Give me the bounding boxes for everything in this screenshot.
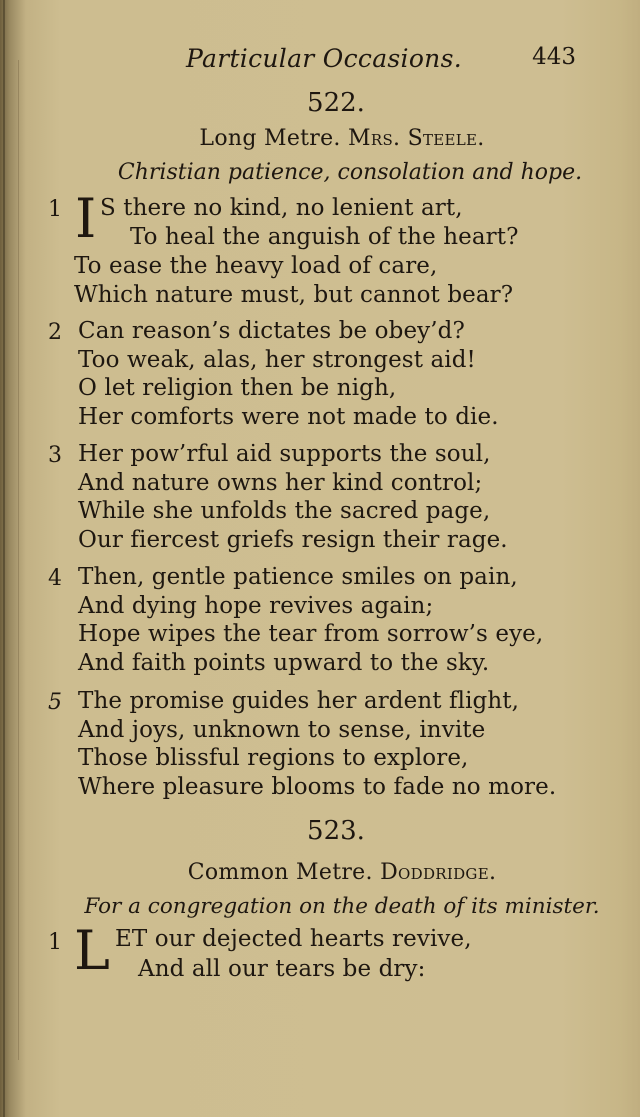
verse-line: And joys, unknown to sense, invite bbox=[78, 717, 486, 743]
verse-line: Hope wipes the tear from sorrow’s eye, bbox=[78, 621, 544, 647]
verse-number: 1 bbox=[48, 930, 62, 955]
verse-number: 5 bbox=[48, 690, 62, 715]
meter: Common Metre. bbox=[187, 860, 373, 885]
author: Mrs. Steele. bbox=[348, 126, 485, 151]
verse-line: Our fiercest griefs resign their rage. bbox=[78, 527, 508, 553]
running-header: Particular Occasions. bbox=[186, 44, 462, 73]
verse-number: 3 bbox=[48, 443, 62, 468]
verse-line: Where pleasure blooms to fade no more. bbox=[78, 774, 557, 800]
drop-cap: L bbox=[74, 919, 110, 982]
hymn-meter-line bbox=[22, 860, 640, 885]
hymn-subject: For a congregation on the death of its minister. bbox=[84, 894, 600, 919]
verse-line: To heal the anguish of the heart? bbox=[130, 224, 519, 250]
verse-line: Which nature must, but cannot bear? bbox=[74, 282, 514, 308]
meter: Long Metre. bbox=[199, 126, 341, 151]
verse-line: And dying hope revives again; bbox=[78, 593, 434, 619]
verse-line: Her comforts were not made to die. bbox=[78, 404, 499, 430]
verse-line: S there no kind, no lenient art, bbox=[100, 195, 463, 221]
verse-line: Can reason’s dictates be obey’d? bbox=[78, 318, 465, 344]
verse-line: The promise guides her ardent flight, bbox=[78, 688, 520, 714]
hymn-number: 522. bbox=[307, 88, 365, 118]
verse-line: Too weak, alas, her strongest aid! bbox=[78, 347, 476, 373]
verse-number: 1 bbox=[48, 197, 62, 222]
binding-edge bbox=[3, 0, 5, 1117]
verse-line: ET our dejected hearts revive, bbox=[115, 926, 472, 952]
verse-line: Those blissful regions to explore, bbox=[78, 745, 469, 771]
hymn-subject: Christian patience, consolation and hope. bbox=[117, 160, 583, 185]
hymn-number: 523. bbox=[307, 816, 365, 846]
verse-line: While she unfolds the sacred page, bbox=[78, 498, 491, 524]
page-number: 443 bbox=[532, 44, 576, 70]
verse-line: Then, gentle patience smiles on pain, bbox=[78, 564, 518, 590]
verse-line: To ease the heavy load of care, bbox=[74, 253, 438, 279]
author: Doddridge. bbox=[380, 860, 497, 885]
binding-shadow bbox=[18, 60, 19, 1060]
drop-cap: I bbox=[75, 187, 97, 250]
verse-line: And faith points upward to the sky. bbox=[78, 650, 490, 676]
verse-line: O let religion then be nigh, bbox=[78, 375, 397, 401]
verse-number: 2 bbox=[48, 320, 62, 345]
verse-line: And nature owns her kind control; bbox=[78, 470, 483, 496]
verse-number: 4 bbox=[48, 566, 62, 591]
verse-line: Her pow’rful aid supports the soul, bbox=[78, 441, 491, 467]
verse-line: And all our tears be dry: bbox=[138, 956, 426, 982]
hymn-meter-line bbox=[22, 126, 640, 151]
